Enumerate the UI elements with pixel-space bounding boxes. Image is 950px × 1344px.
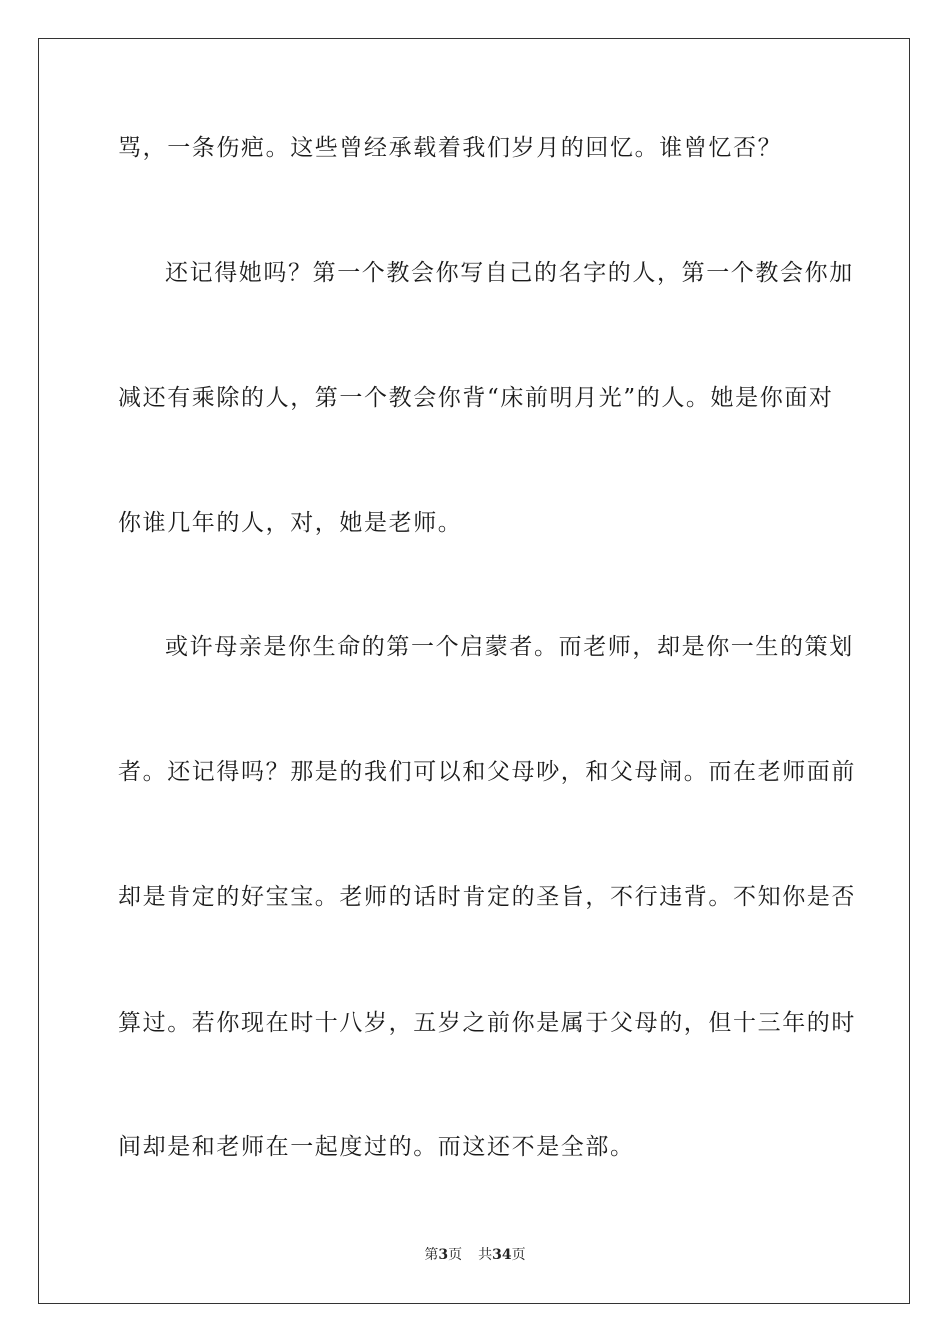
page-number: 3 — [438, 1247, 449, 1263]
total-pages-indicator — [478, 1247, 525, 1263]
page-suffix: 页 — [448, 1247, 463, 1263]
paragraph-start-line: 或许母亲是你生命的第一个启蒙者。而老师，却是你一生的策划 — [165, 634, 854, 660]
total-pages: 34 — [492, 1247, 512, 1263]
text-line: 你谁几年的人，对，她是老师。 — [118, 510, 463, 536]
page-prefix: 第 — [424, 1247, 439, 1263]
text-line: 却是肯定的好宝宝。老师的话时肯定的圣旨，不行违背。不知你是否 — [118, 884, 856, 910]
text-line: 间却是和老师在一起度过的。而这还不是全部。 — [118, 1134, 635, 1160]
page-indicator — [424, 1247, 462, 1263]
paragraph-start-line: 还记得她吗？第一个教会你写自己的名字的人，第一个教会你加 — [165, 260, 854, 286]
total-suffix: 页 — [511, 1247, 526, 1263]
total-prefix: 共 — [478, 1247, 493, 1263]
text-line: 者。还记得吗？那是的我们可以和父母吵，和父母闹。而在老师面前 — [118, 759, 856, 785]
page-border — [38, 38, 910, 1304]
text-line: 算过。若你现在时十八岁，五岁之前你是属于父母的，但十三年的时 — [118, 1010, 856, 1036]
text-line: 骂，一条伤疤。这些曾经承载着我们岁月的回忆。谁曾忆否？ — [118, 135, 783, 161]
page-footer — [0, 1246, 950, 1264]
text-line: 减还有乘除的人，第一个教会你背“床前明月光”的人。她是你面对 — [118, 385, 834, 411]
